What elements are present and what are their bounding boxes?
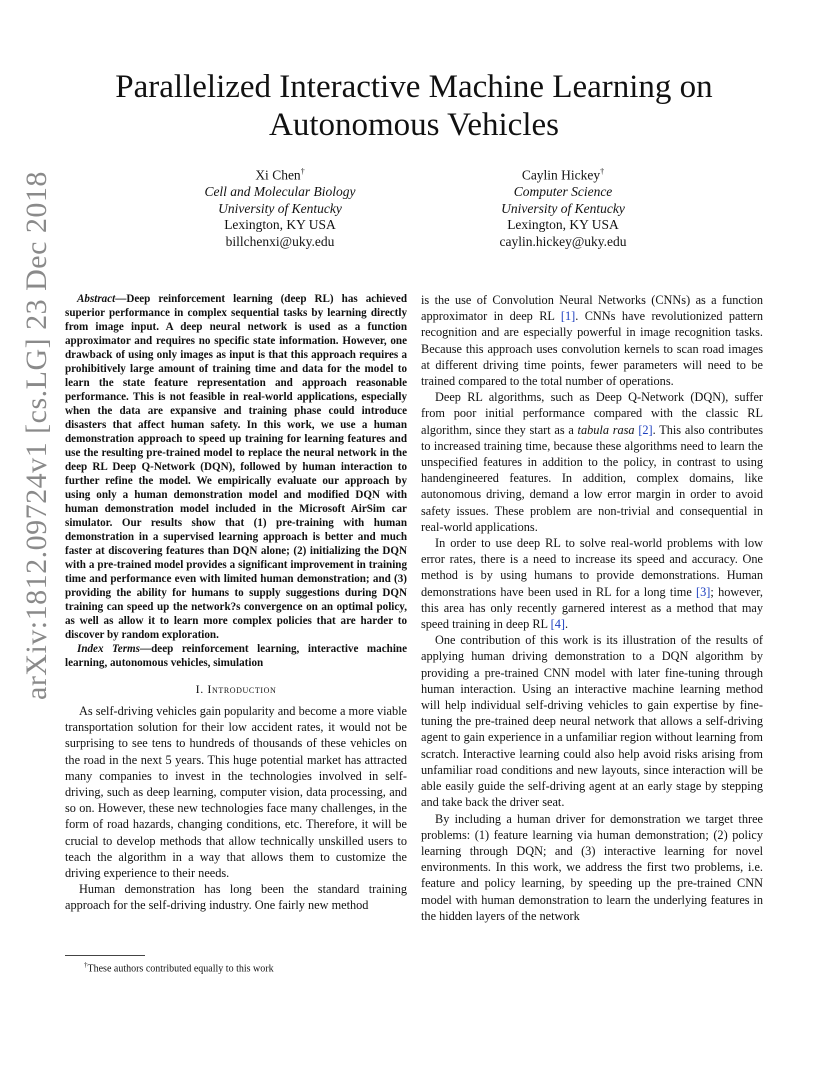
author-name: Caylin Hickey† <box>521 167 605 183</box>
section-heading-introduction: I. Introduction <box>195 682 277 696</box>
footnote: †These authors contributed equally to this work <box>84 961 274 975</box>
author-location: Lexington, KY USA <box>507 217 619 233</box>
right-column <box>421 292 763 924</box>
author-email: billchenxi@uky.edu <box>225 233 335 249</box>
right-paragraph-5: By including a human driver for demonstration we target three problems: (1) feature learning via human demonstration; (2) policy learning through DQN; and (3) interactive learning for novel environments. In this work, we address the first two problems, i.e. feature and policy learning, by speeding up the pre-trained CNN model with human demonstration to learn the underlying features in the hidden layers of the network <box>421 811 763 923</box>
right-paragraph-3: In order to use deep RL to solve real-world problems with low error rates, there is a need to increase its speed and accuracy. One method is by using humans to provide demonstrations. Human demonstrations have been used in RL for a long time [3]; however, this area has only recently garnered interest as a method that may speed training in deep RL [4]. <box>421 536 763 632</box>
citation-link[interactable]: [3] <box>696 584 711 599</box>
author-location: Lexington, KY USA <box>224 217 336 233</box>
right-paragraph-2: Deep RL algorithms, such as Deep Q-Network (DQN), suffer from poor initial performance compared with the classic RL algorithm, since they start as a tabula rasa [2]. This also contributes to increased training time, because these algorithms need to learn the unspecified features in addition to the policy, in contrast to using handengineered features. In addition, complex domains, like autonomous driving, demand a low error margin in order to avoid safety issues. These problem are non-trivial and consequential in real-world applications. <box>421 390 763 534</box>
paper-title <box>60 68 768 144</box>
citation-link[interactable]: [1] <box>560 309 576 324</box>
author-department: Cell and Molecular Biology <box>204 184 356 200</box>
citation-link[interactable]: [4] <box>550 617 565 632</box>
author-block-1 <box>160 164 400 250</box>
title-line-1: Parallelized Interactive Machine Learning on <box>115 69 713 105</box>
arxiv-identifier: arXiv:1812.09724v1 [cs.LG] 23 Dec 2018 <box>20 171 53 700</box>
author-department: Computer Science <box>513 184 613 200</box>
right-paragraph-4: One contribution of this work is its illustration of the results of applying human driving demonstration to a DQN algorithm by providing a pre-trained CNN model with later fine-tuning through human interaction. Using an interactive machine learning method will help individual self-driving vehicles to gain expertise by fine-tuning the pre-trained deep neural network that allows a self-driving agent to gain experience in a unfamiliar region without learning from scratch. Interactive learning could also help avoid risks arising from unfamiliar road conditions and new layouts, since interaction will be able easily guide the self-driving agent at an early stage by stepping and take back the driver seat. <box>421 633 763 810</box>
index-terms: Index Terms—deep reinforcement learning, interactive machine learning, autonomous vehicles, simulation <box>65 643 407 669</box>
intro-paragraph-2: Human demonstration has long been the standard training approach for the self-driving industry. One fairly new method <box>65 882 407 913</box>
left-column <box>65 292 407 914</box>
author-email: caylin.hickey@uky.edu <box>499 233 627 249</box>
intro-paragraph-1: As self-driving vehicles gain popularity and become a more viable transportation solution for their low accident rates, it would not be surprising to see tens to hundreds of thousands of these vehicles on the road in the next 5 years. This huge potential market has attracted many companies to invest in the technologies involved in self-driving, such as deep learning, computer vision, data processing, and so on. However, these new technologies face many challenges, in the form of road hazards, changing conditions, etc. Therefore, it will be crucial to develop methods that allow technically unskilled users to teach the algorithm in a way that allows them to customize the driving experience to their needs. <box>65 704 407 881</box>
title-line-2: Autonomous Vehicles <box>269 107 559 143</box>
citation-link[interactable]: [2] <box>638 422 653 437</box>
footnote-divider <box>65 955 145 956</box>
right-paragraph-1: is the use of Convolution Neural Networks (CNNs) as a function approximator in deep RL [1]. CNNs have revolutionized pattern recognition and are especially powerful in image recognition tasks. Because this approach uses convolution kernels to scan road images at different driving time points, fewer parameters will need to be trained compared to the total number of operations. <box>421 293 764 389</box>
author-institution: University of Kentucky <box>218 200 342 216</box>
abstract: Abstract—Deep reinforcement learning (deep RL) has achieved superior performance in complex sequential tasks by learning directly from image input. A deep neural network is used as a function approximator and requires no specific state information. However, one drawback of using only images as input is that this approach requires a prohibitively large amount of training time and data for the model to learn the state feature representation and approach reasonable performance. This is not feasible in real-world applications, especially when the data are expansive and training phase could introduce disasters that affect human safety. In this work, we use a human demonstration approach to speed up training for learning features and use the resulting pre-trained model to replace the neural network in the deep RL Deep Q-Network (DQN), followed by human interaction to further refine the model. We empirically evaluate our approach by using only a human demonstration model and modified DQN with human demonstration model included in the Microsoft AirSim car simulator. Our results show that (1) pre-training with human demonstration in a supervised learning approach is better and much faster at discovering features than DQN alone; (2) initializing the DQN with a pre-trained model provides a significant improvement in training time and performance even with limited human demonstration; and (3) providing the ability for humans to supply suggestions during DQN training can speed up the network?s convergence on an optimal policy, as well as allow it to learn more complex policies that are harder to discover by random exploration. <box>65 293 407 641</box>
author-institution: University of Kentucky <box>501 200 625 216</box>
author-block-2 <box>443 164 683 250</box>
author-name: Xi Chen† <box>255 167 305 183</box>
